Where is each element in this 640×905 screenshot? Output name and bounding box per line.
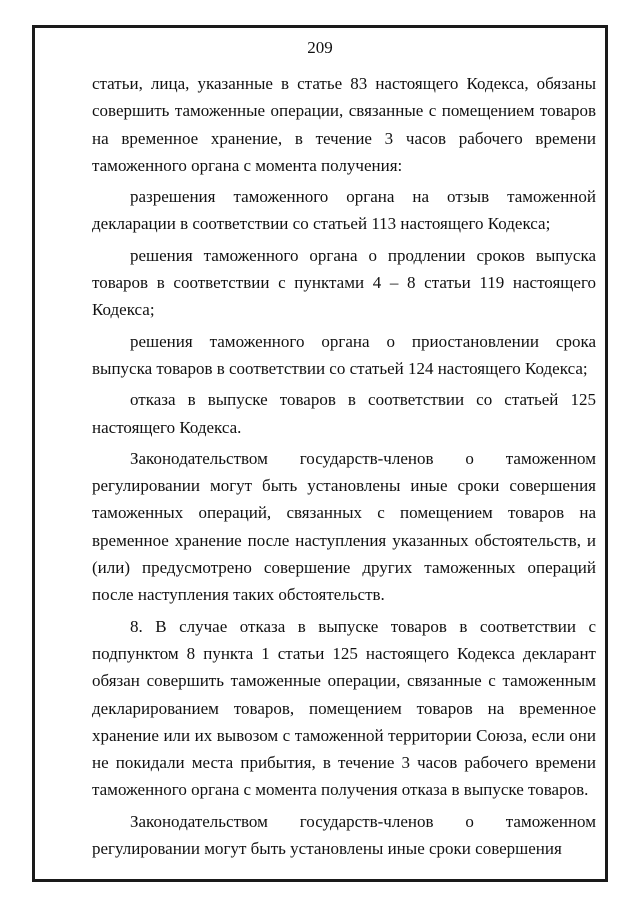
- paragraph-legislation-1: Законодательством государств-членов о таможенном регулировании могут быть установлены иные сроки совершения таможенных операций, связанных с помещением товаров на временное хранение после наступления указанных обстоятельств, и (или) предусмотрено совершение других таможенных операций после наступления таких обстоятельств.: [92, 448, 596, 605]
- paragraph-item-suspension: решения таможенного органа о приостановлении срока выпуска товаров в соответствии со статьей 124 настоящего Кодекса;: [92, 331, 596, 378]
- paragraph-legislation-2: Законодательством государств-членов о таможенном регулировании могут быть установлены иные сроки совершения: [92, 811, 596, 859]
- body-text: [92, 70, 596, 862]
- page-number: 209: [307, 38, 333, 57]
- paragraph-clause-8: 8. В случае отказа в выпуске товаров в соответствии с подпунктом 8 пункта 1 статьи 125 настоящего Кодекса декларант обязан совершить таможенные операции, связанные с таможенным декларированием товаров, помещением товаров на временное хранение или их вывозом с таможенной территории Союза, если они не покидали места прибытия, в течение 3 часов рабочего времени таможенного органа с момента получения отказа в выпуске товаров.: [92, 616, 596, 800]
- paragraph-item-withdrawal: разрешения таможенного органа на отзыв таможенной декларации в соответствии со статьей 113 настоящего Кодекса;: [92, 187, 596, 234]
- paragraph-continuation: статьи, лица, указанные в статье 83 настоящего Кодекса, обязаны совершить таможенные операции, связанные с помещением товаров на временное хранение, в течение 3 часов рабочего времени таможенного органа с момента получения:: [92, 74, 596, 175]
- paragraph-item-extension: решения таможенного органа о продлении сроков выпуска товаров в соответствии с пунктами 4 – 8 статьи 119 настоящего Кодекса;: [92, 245, 596, 320]
- paragraph-item-refusal: отказа в выпуске товаров в соответствии со статьей 125 настоящего Кодекса.: [92, 390, 596, 437]
